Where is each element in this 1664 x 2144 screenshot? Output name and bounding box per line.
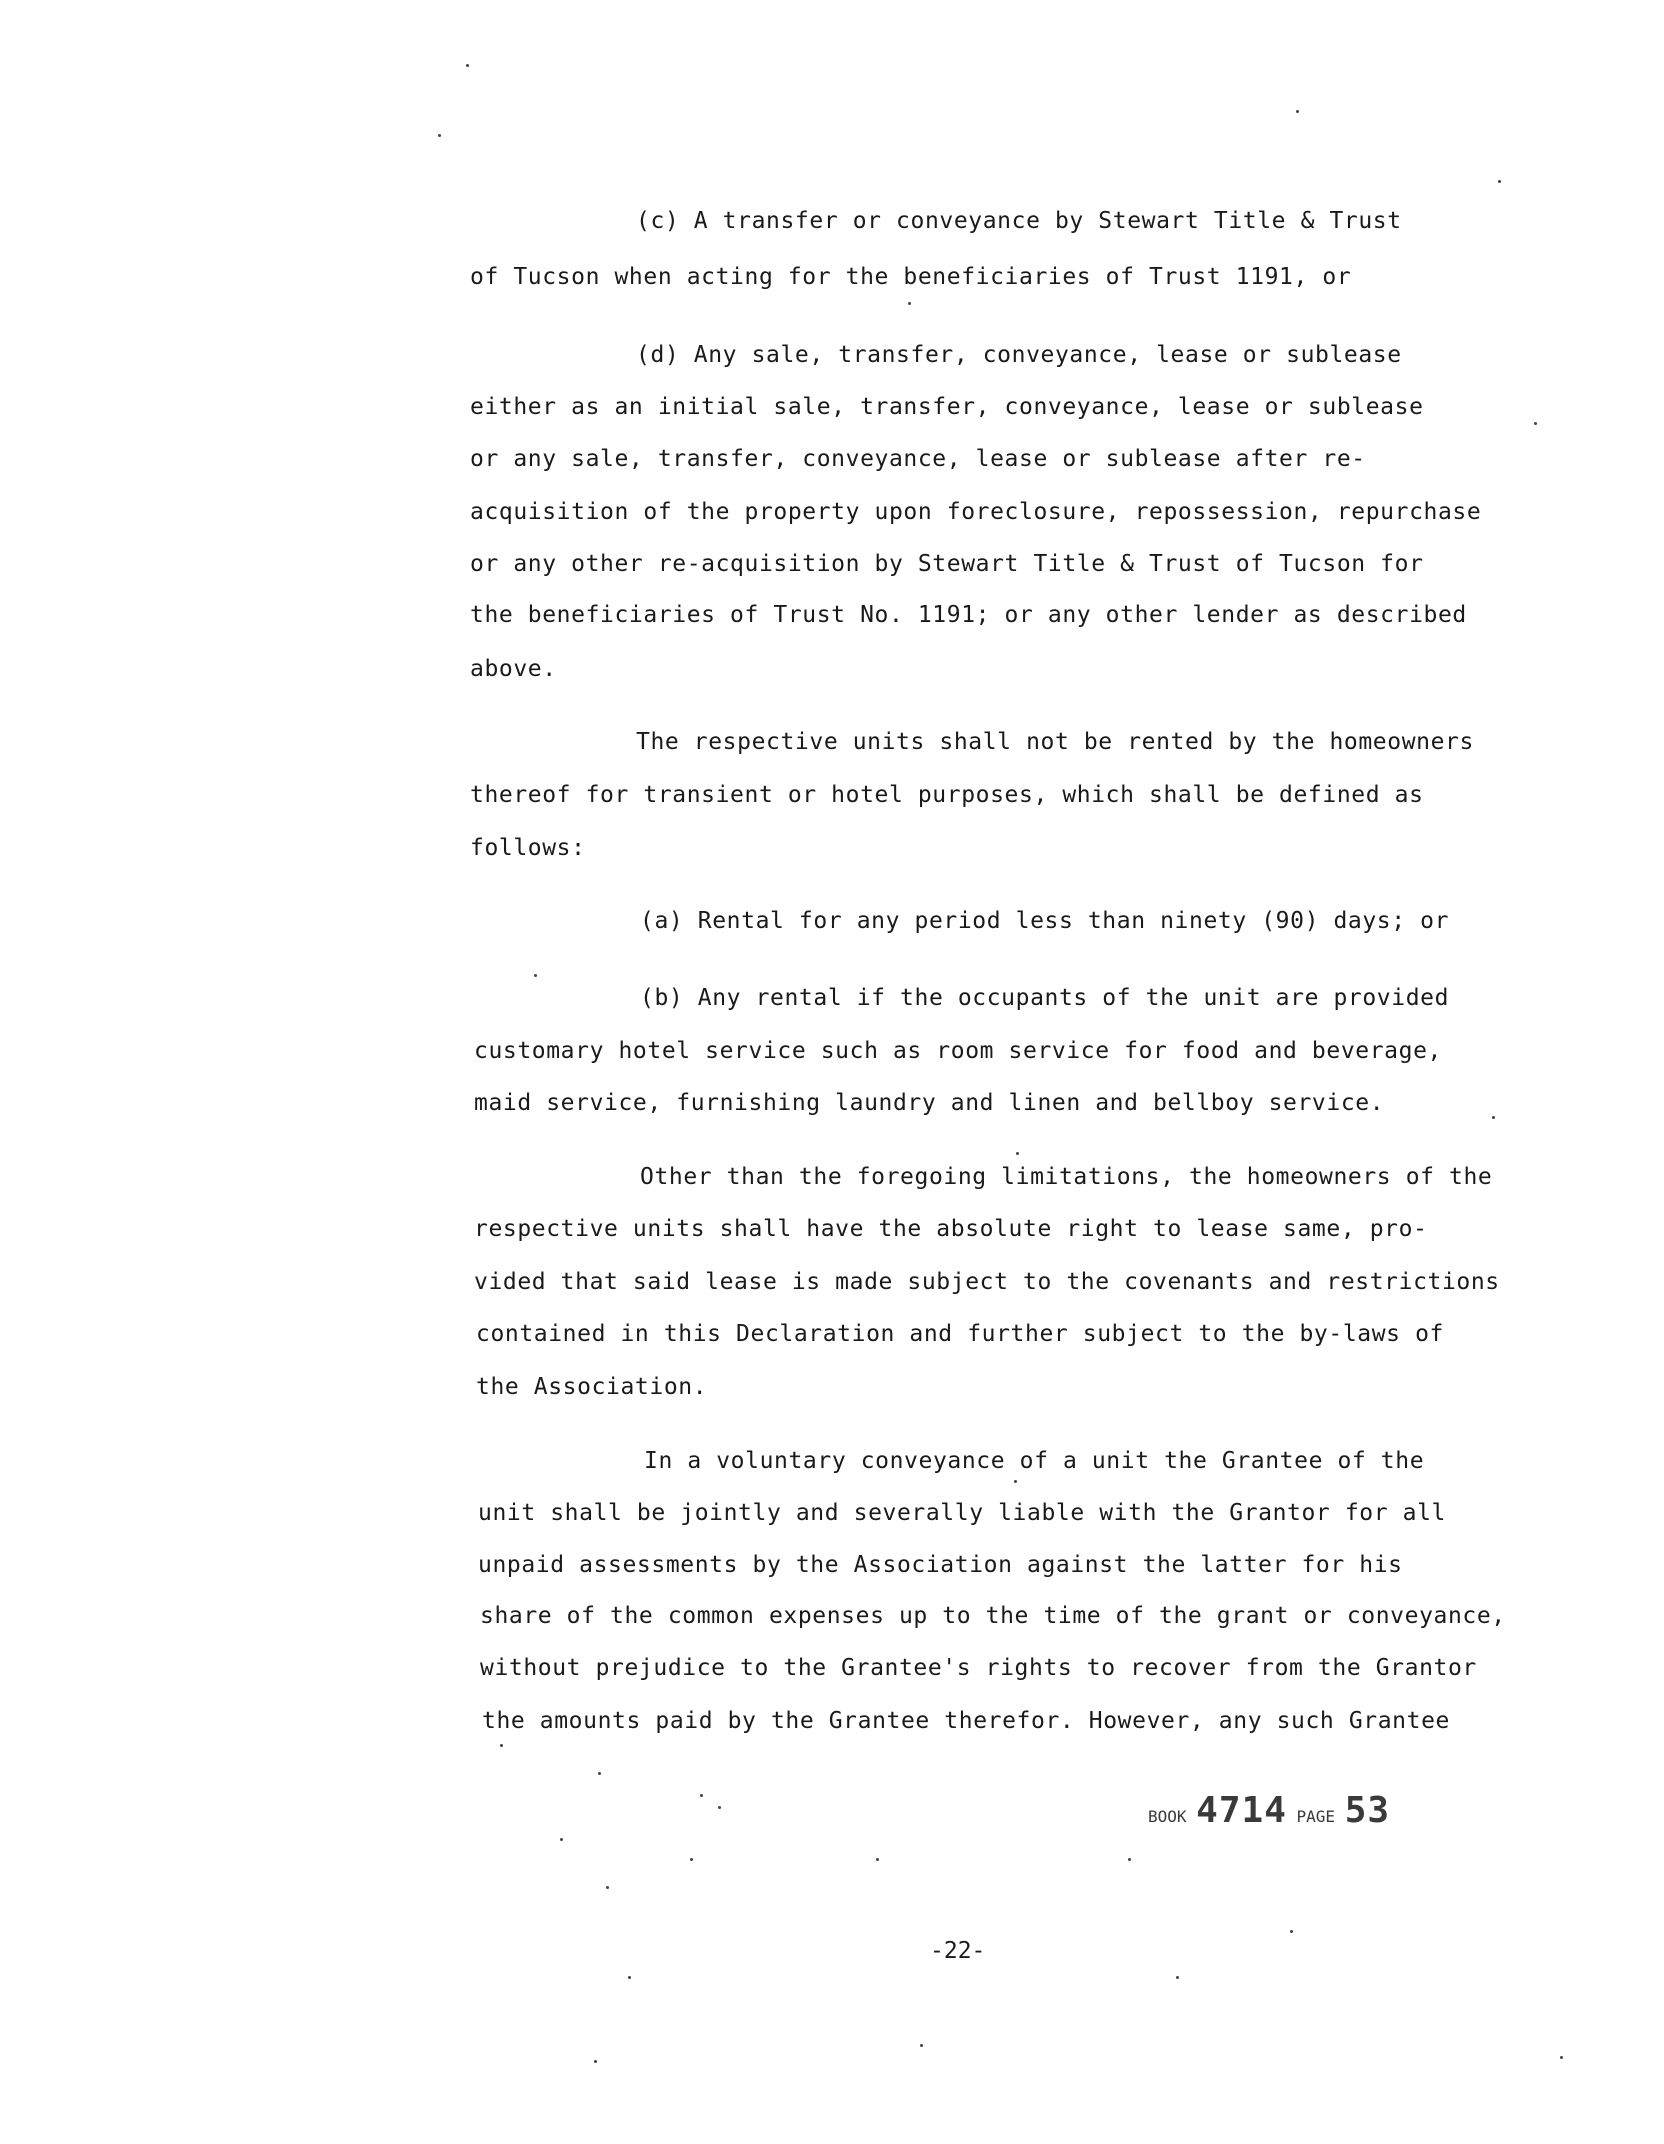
scan-speck [466, 64, 469, 67]
text-line: share of the common expenses up to the time of the grant or conveyance, [480, 1603, 1506, 1629]
scan-speck [1534, 422, 1537, 425]
scan-speck [1128, 1858, 1131, 1861]
scan-speck [1014, 1480, 1017, 1483]
text-line: (b) Any rental if the occupants of the unit are provided [640, 985, 1450, 1011]
text-line: unit shall be jointly and severally liable with the Grantor for all [478, 1500, 1446, 1526]
scan-speck [718, 1806, 721, 1809]
page-number: -22- [930, 1938, 986, 1964]
text-line: the Association. [476, 1374, 708, 1400]
scan-speck [438, 134, 441, 137]
stamp-book-number: 4714 [1196, 1790, 1287, 1831]
stamp-page-label: PAGE [1296, 1807, 1336, 1826]
scan-speck [598, 1772, 601, 1775]
text-line: either as an initial sale, transfer, conveyance, lease or sublease [470, 394, 1424, 420]
scan-speck [908, 302, 911, 305]
scan-speck [690, 1858, 693, 1861]
text-line: acquisition of the property upon foreclosure, repossession, repurchase [470, 499, 1482, 525]
scan-speck [560, 1838, 563, 1841]
text-line: above. [470, 656, 557, 682]
scan-speck [920, 2044, 923, 2047]
text-line: The respective units shall not be rented by the homeowners [636, 729, 1474, 755]
text-line: contained in this Declaration and further subject to the by-laws of [476, 1321, 1444, 1347]
scan-speck [876, 1858, 879, 1861]
scan-speck [594, 2060, 597, 2063]
text-line: unpaid assessments by the Association against the latter for his [478, 1552, 1403, 1578]
scan-speck [1016, 1152, 1019, 1155]
text-line: thereof for transient or hotel purposes, which shall be defined as [470, 782, 1424, 808]
text-line: respective units shall have the absolute right to lease same, pro- [474, 1216, 1428, 1242]
text-line: or any other re-acquisition by Stewart Title & Trust of Tucson for [470, 551, 1424, 577]
text-line: (a) Rental for any period less than ninety (90) days; or [640, 908, 1450, 934]
scan-speck [1290, 1930, 1293, 1933]
scan-speck [500, 1744, 503, 1747]
scan-speck [1560, 2056, 1563, 2059]
recording-stamp [1148, 1790, 1390, 1831]
scan-speck [628, 1976, 631, 1979]
text-line: (c) A transfer or conveyance by Stewart Title & Trust [636, 208, 1402, 234]
scan-speck [1492, 1116, 1495, 1119]
scan-speck [1176, 1976, 1179, 1979]
scan-speck [534, 974, 537, 977]
text-line: without prejudice to the Grantee's rights to recover from the Grantor [480, 1655, 1477, 1681]
text-line: (d) Any sale, transfer, conveyance, lease or sublease [636, 342, 1402, 368]
text-line: Other than the foregoing limitations, the homeowners of the [640, 1164, 1493, 1190]
text-line: the beneficiaries of Trust No. 1191; or any other lender as described [470, 602, 1467, 628]
text-line: or any sale, transfer, conveyance, lease or sublease after re- [470, 446, 1366, 472]
scan-speck [606, 1886, 609, 1889]
text-line: the amounts paid by the Grantee therefor. However, any such Grantee [482, 1708, 1450, 1734]
scan-speck [1498, 180, 1501, 183]
scan-speck [700, 1794, 703, 1797]
text-line: maid service, furnishing laundry and linen and bellboy service. [474, 1090, 1385, 1116]
text-line: In a voluntary conveyance of a unit the Grantee of the [644, 1448, 1425, 1474]
scan-speck [1296, 110, 1299, 113]
stamp-book-label: BOOK [1148, 1807, 1187, 1826]
text-line: of Tucson when acting for the beneficiaries of Trust 1191, or [470, 264, 1352, 290]
stamp-page-number: 53 [1344, 1790, 1391, 1831]
text-line: vided that said lease is made subject to the covenants and restrictions [474, 1269, 1500, 1295]
text-line: follows: [470, 835, 586, 861]
text-line: customary hotel service such as room service for food and beverage, [474, 1038, 1442, 1064]
